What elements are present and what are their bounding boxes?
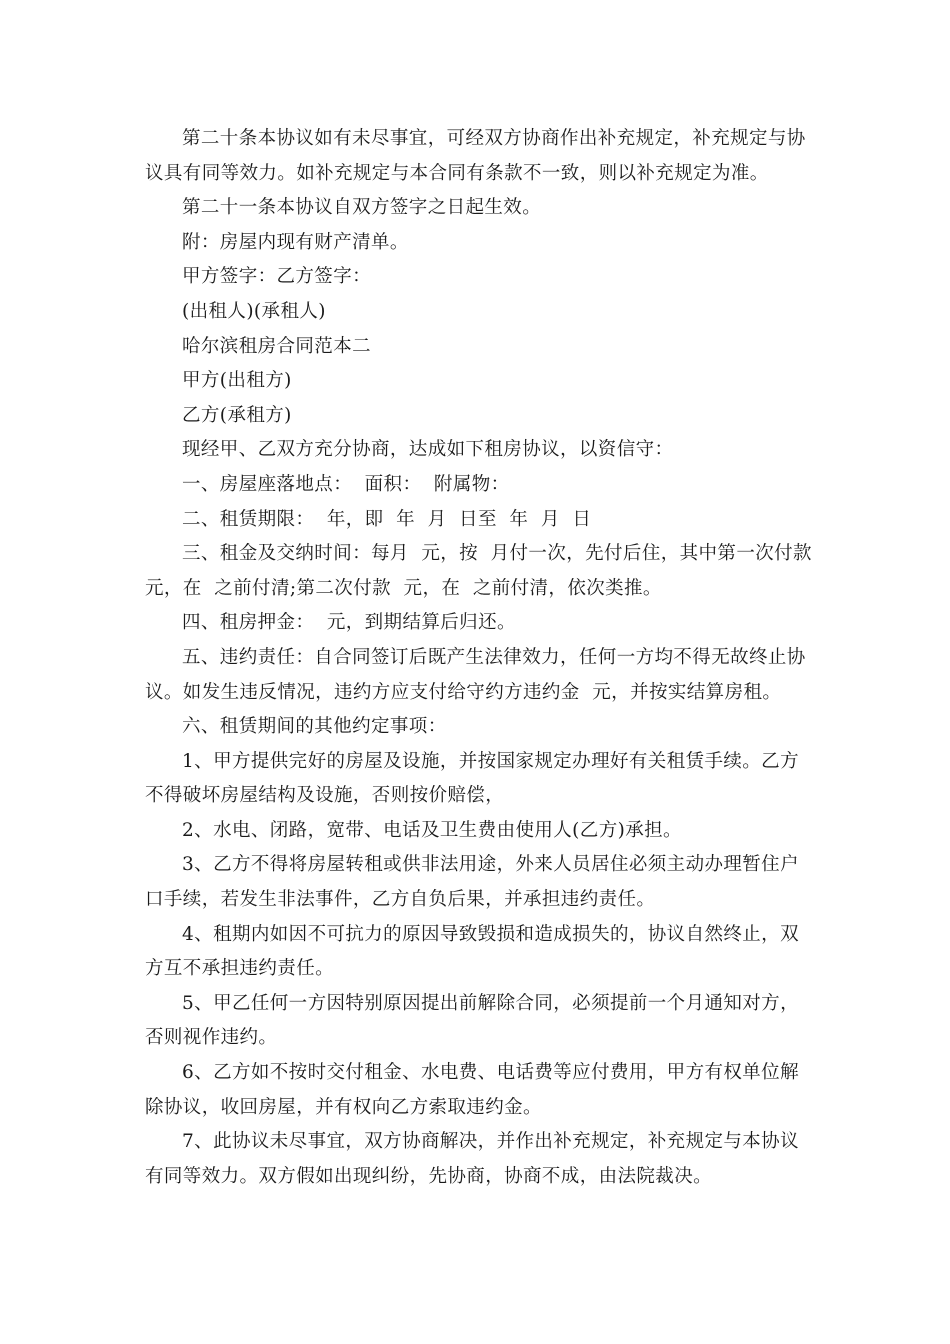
paragraph	[145, 745, 805, 814]
document-body	[145, 122, 812, 1194]
text-line: 议。如发生违反情况，违约方应支付给守约方违约金 元，并按实结算房租。	[145, 681, 782, 703]
paragraph	[145, 364, 805, 399]
paragraph	[145, 503, 805, 538]
text-line: 乙方(承租方)	[182, 404, 292, 426]
paragraph	[145, 814, 805, 849]
paragraph	[145, 1125, 805, 1194]
text-line: 五、违约责任：自合同签订后既产生法律效力，任何一方均不得无故终止协	[182, 646, 806, 668]
text-line: 1、甲方提供完好的房屋及设施，并按国家规定办理好有关租赁手续。乙方	[182, 750, 799, 772]
text-line: 现经甲、乙双方充分协商，达成如下租房协议，以资信守：	[182, 439, 674, 461]
text-line: 六、租赁期间的其他约定事项：	[182, 716, 447, 738]
paragraph	[145, 987, 805, 1056]
text-line: 3、乙方不得将房屋转租或供非法用途，外来人员居住必须主动办理暂住户	[182, 854, 799, 876]
text-line: 除协议，收回房屋，并有权向乙方索取违约金。	[145, 1096, 542, 1118]
paragraph	[145, 641, 805, 710]
paragraph	[145, 122, 805, 191]
text-line: 议具有同等效力。如补充规定与本合同有条款不一致，则以补充规定为准。	[145, 162, 769, 184]
text-line: 不得破坏房屋结构及设施，否则按价赔偿，	[145, 785, 505, 807]
paragraph	[145, 191, 805, 226]
paragraph	[145, 1056, 805, 1125]
text-line: 口手续，若发生非法事件，乙方自负后果，并承担违约责任。	[145, 889, 656, 911]
paragraph	[145, 330, 805, 365]
text-line: 三、租金及交纳时间：每月 元，按 月付一次，先付后住，其中第一次付款	[182, 543, 812, 565]
text-line: 5、甲乙任何一方因特别原因提出前解除合同，必须提前一个月通知对方，	[182, 992, 799, 1014]
text-line: 第二十条本协议如有未尽事宜，可经双方协商作出补充规定，补充规定与协	[182, 128, 806, 149]
text-line: 有同等效力。双方假如出现纠纷，先协商，协商不成，由法院裁决。	[145, 1165, 713, 1187]
text-line: 否则视作违约。	[145, 1027, 278, 1049]
text-line: 四、租房押金： 元，到期结算后归还。	[182, 612, 516, 634]
text-line: 元，在 之前付清;第二次付款 元，在 之前付清，依次类推。	[145, 577, 662, 599]
paragraph	[145, 468, 805, 503]
text-line: 二、租赁期限： 年，即 年 月 日至 年 月 日	[182, 508, 592, 530]
paragraph	[145, 226, 805, 261]
text-line: 6、乙方如不按时交付租金、水电费、电话费等应付费用，甲方有权单位解	[182, 1062, 799, 1084]
paragraph	[145, 606, 805, 641]
paragraph	[145, 433, 805, 468]
paragraph	[145, 537, 812, 606]
paragraph	[145, 399, 805, 434]
paragraph	[145, 848, 805, 917]
text-line: 方互不承担违约责任。	[145, 958, 335, 980]
text-line: 4、租期内如因不可抗力的原因导致毁损和造成损失的，协议自然终止，双	[182, 923, 799, 945]
paragraph	[145, 260, 805, 295]
paragraph	[145, 918, 805, 987]
text-line: 一、房屋座落地点： 面积： 附属物：	[182, 473, 510, 495]
text-line: 附：房屋内现有财产清单。	[182, 231, 409, 253]
text-line: 第二十一条本协议自双方签字之日起生效。	[182, 197, 542, 219]
text-line: 2、水电、闭路，宽带、电话及卫生费由使用人(乙方)承担。	[182, 819, 682, 841]
text-line: 7、此协议未尽事宜，双方协商解决，并作出补充规定，补充规定与本协议	[182, 1131, 799, 1153]
text-line: 哈尔滨租房合同范本二	[182, 335, 372, 357]
text-line: (出租人)(承租人)	[182, 300, 326, 322]
paragraph	[145, 710, 805, 745]
text-line: 甲方(出租方)	[182, 370, 292, 392]
paragraph	[145, 295, 805, 330]
text-line: 甲方签字：乙方签字：	[182, 266, 372, 288]
